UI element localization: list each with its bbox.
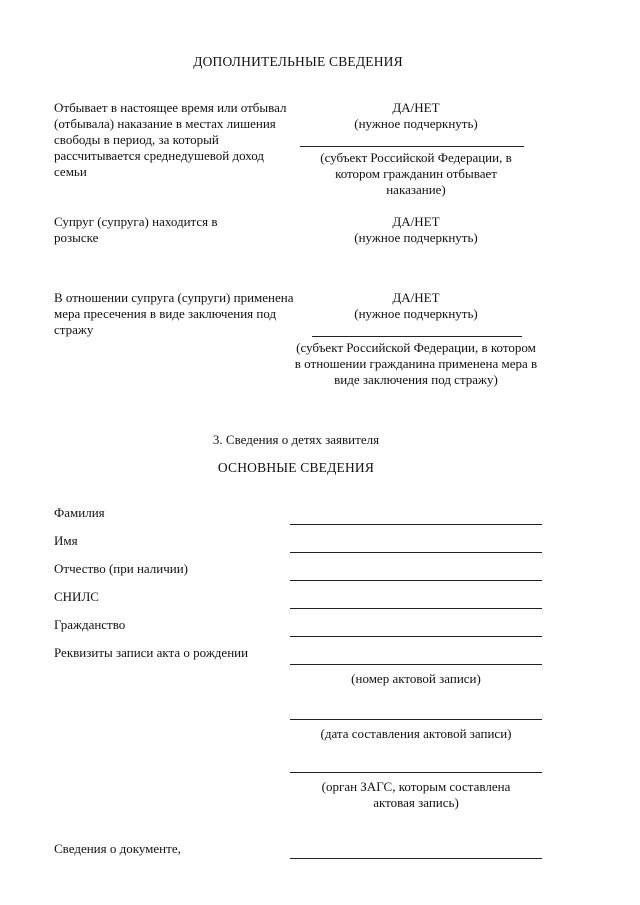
snils-field[interactable] [290,608,542,609]
question-wanted: Супруг (супруга) находится в розыске [54,214,218,245]
answer-custody[interactable]: ДА/НЕТ [392,290,440,305]
label-name: Имя [54,533,78,548]
section-title-additional: ДОПОЛНИТЕЛЬНЫЕ СВЕДЕНИЯ [193,54,403,69]
label-surname: Фамилия [54,505,105,520]
surname-field[interactable] [290,524,542,525]
region-custody-field[interactable] [312,336,522,337]
region-imprisonment-field[interactable] [300,146,524,147]
label-birth-record: Реквизиты записи акта о рождении [54,645,249,660]
caption-record-date: (дата составления актовой записи) [320,726,512,741]
label-snils: СНИЛС [54,589,99,604]
document-info-field[interactable] [290,858,542,859]
citizenship-field[interactable] [290,636,542,637]
registry-office-field[interactable] [290,772,542,773]
question-imprisonment: Отбывает в настоящее время или отбывал (отбывала) наказание в местах лишения свободы в период, за который рассчитывается среднедушевой доход семьи [54,100,287,179]
question-custody: В отношении супруга (супруги) применена мера пресечения в виде заключения под стражу [54,290,294,337]
label-document-info: Сведения о документе, [54,841,181,856]
record-number-field[interactable] [290,664,542,665]
answer-wanted[interactable]: ДА/НЕТ [392,214,440,229]
hint-wanted: (нужное подчеркнуть) [354,230,478,245]
subtitle-basic-info: ОСНОВНЫЕ СВЕДЕНИЯ [217,460,375,475]
caption-imprisonment-region: (субъект Российской Федерации, в котором гражданин отбывает наказание) [320,150,512,197]
caption-record-number: (номер актовой записи) [351,671,481,686]
answer-imprisonment[interactable]: ДА/НЕТ [392,100,440,115]
name-field[interactable] [290,552,542,553]
patronymic-field[interactable] [290,580,542,581]
label-patronymic: Отчество (при наличии) [54,561,189,576]
hint-custody: (нужное подчеркнуть) [354,306,478,321]
section-title-children: 3. Сведения о детях заявителя [212,432,380,447]
caption-custody-region: (субъект Российской Федерации, в котором в отношении гражданина применена мера в виде заключения под стражу) [294,340,538,387]
label-citizenship: Гражданство [54,617,126,632]
record-date-field[interactable] [290,719,542,720]
hint-imprisonment: (нужное подчеркнуть) [354,116,478,131]
caption-registry-office: (орган ЗАГС, которым составлена актовая запись) [321,779,511,810]
